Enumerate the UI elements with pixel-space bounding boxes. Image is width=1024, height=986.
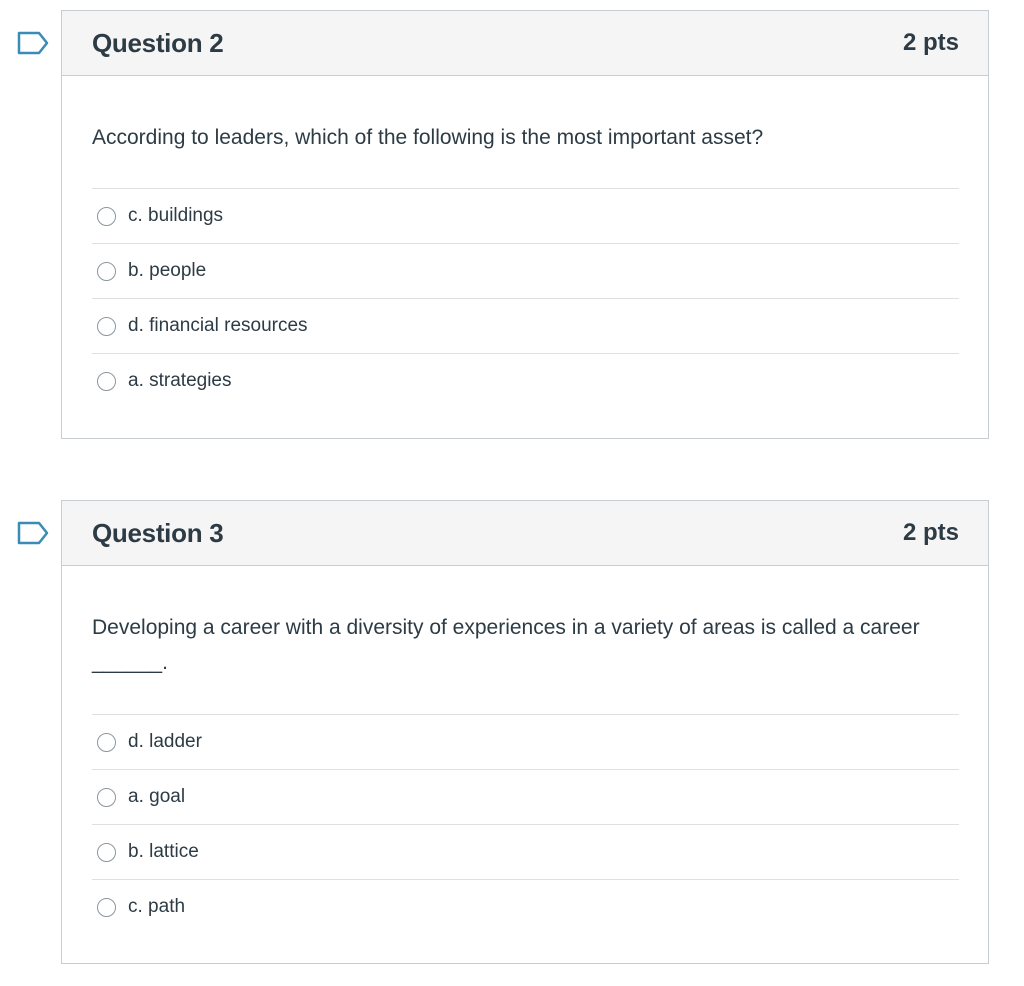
answer-label: d. financial resources bbox=[128, 315, 308, 336]
flag-question-icon[interactable] bbox=[17, 521, 49, 545]
question-body bbox=[62, 566, 988, 934]
flag-question-icon[interactable] bbox=[17, 31, 49, 55]
radio-button[interactable] bbox=[97, 262, 116, 281]
radio-button[interactable] bbox=[97, 733, 116, 752]
answer-label: a. goal bbox=[128, 786, 186, 807]
answer-label: a. strategies bbox=[128, 370, 232, 391]
question-text: Developing a career with a diversity of experiences in a variety of areas is called a career ______. bbox=[92, 616, 920, 674]
question-header bbox=[62, 501, 988, 566]
radio-button[interactable] bbox=[97, 207, 116, 226]
question-title: Question 3 bbox=[92, 517, 224, 548]
answer-option[interactable] bbox=[92, 189, 959, 244]
answer-option[interactable] bbox=[92, 770, 959, 825]
answer-option[interactable] bbox=[92, 354, 959, 408]
question-card-2 bbox=[61, 10, 989, 439]
question-points: 2 pts bbox=[902, 29, 959, 56]
answer-option[interactable] bbox=[92, 825, 959, 880]
question-card-3 bbox=[61, 500, 989, 964]
question-header bbox=[62, 11, 988, 76]
radio-button[interactable] bbox=[97, 372, 116, 391]
radio-button[interactable] bbox=[97, 843, 116, 862]
answer-option[interactable] bbox=[92, 715, 959, 770]
question-title: Question 2 bbox=[92, 27, 224, 58]
answer-option[interactable] bbox=[92, 244, 959, 299]
answer-label: b. lattice bbox=[128, 841, 199, 862]
radio-button[interactable] bbox=[97, 898, 116, 917]
answer-label: b. people bbox=[128, 260, 207, 281]
answer-label: c. path bbox=[128, 896, 186, 917]
answer-list bbox=[92, 188, 959, 408]
answer-label: c. buildings bbox=[128, 205, 224, 226]
radio-button[interactable] bbox=[97, 317, 116, 336]
answer-list bbox=[92, 714, 959, 934]
question-points: 2 pts bbox=[902, 519, 959, 546]
question-body bbox=[62, 76, 988, 408]
answer-option[interactable] bbox=[92, 299, 959, 354]
radio-button[interactable] bbox=[97, 788, 116, 807]
answer-label: d. ladder bbox=[128, 731, 202, 752]
question-text: According to leaders, which of the following is the most important asset? bbox=[92, 126, 764, 149]
answer-option[interactable] bbox=[92, 880, 959, 934]
